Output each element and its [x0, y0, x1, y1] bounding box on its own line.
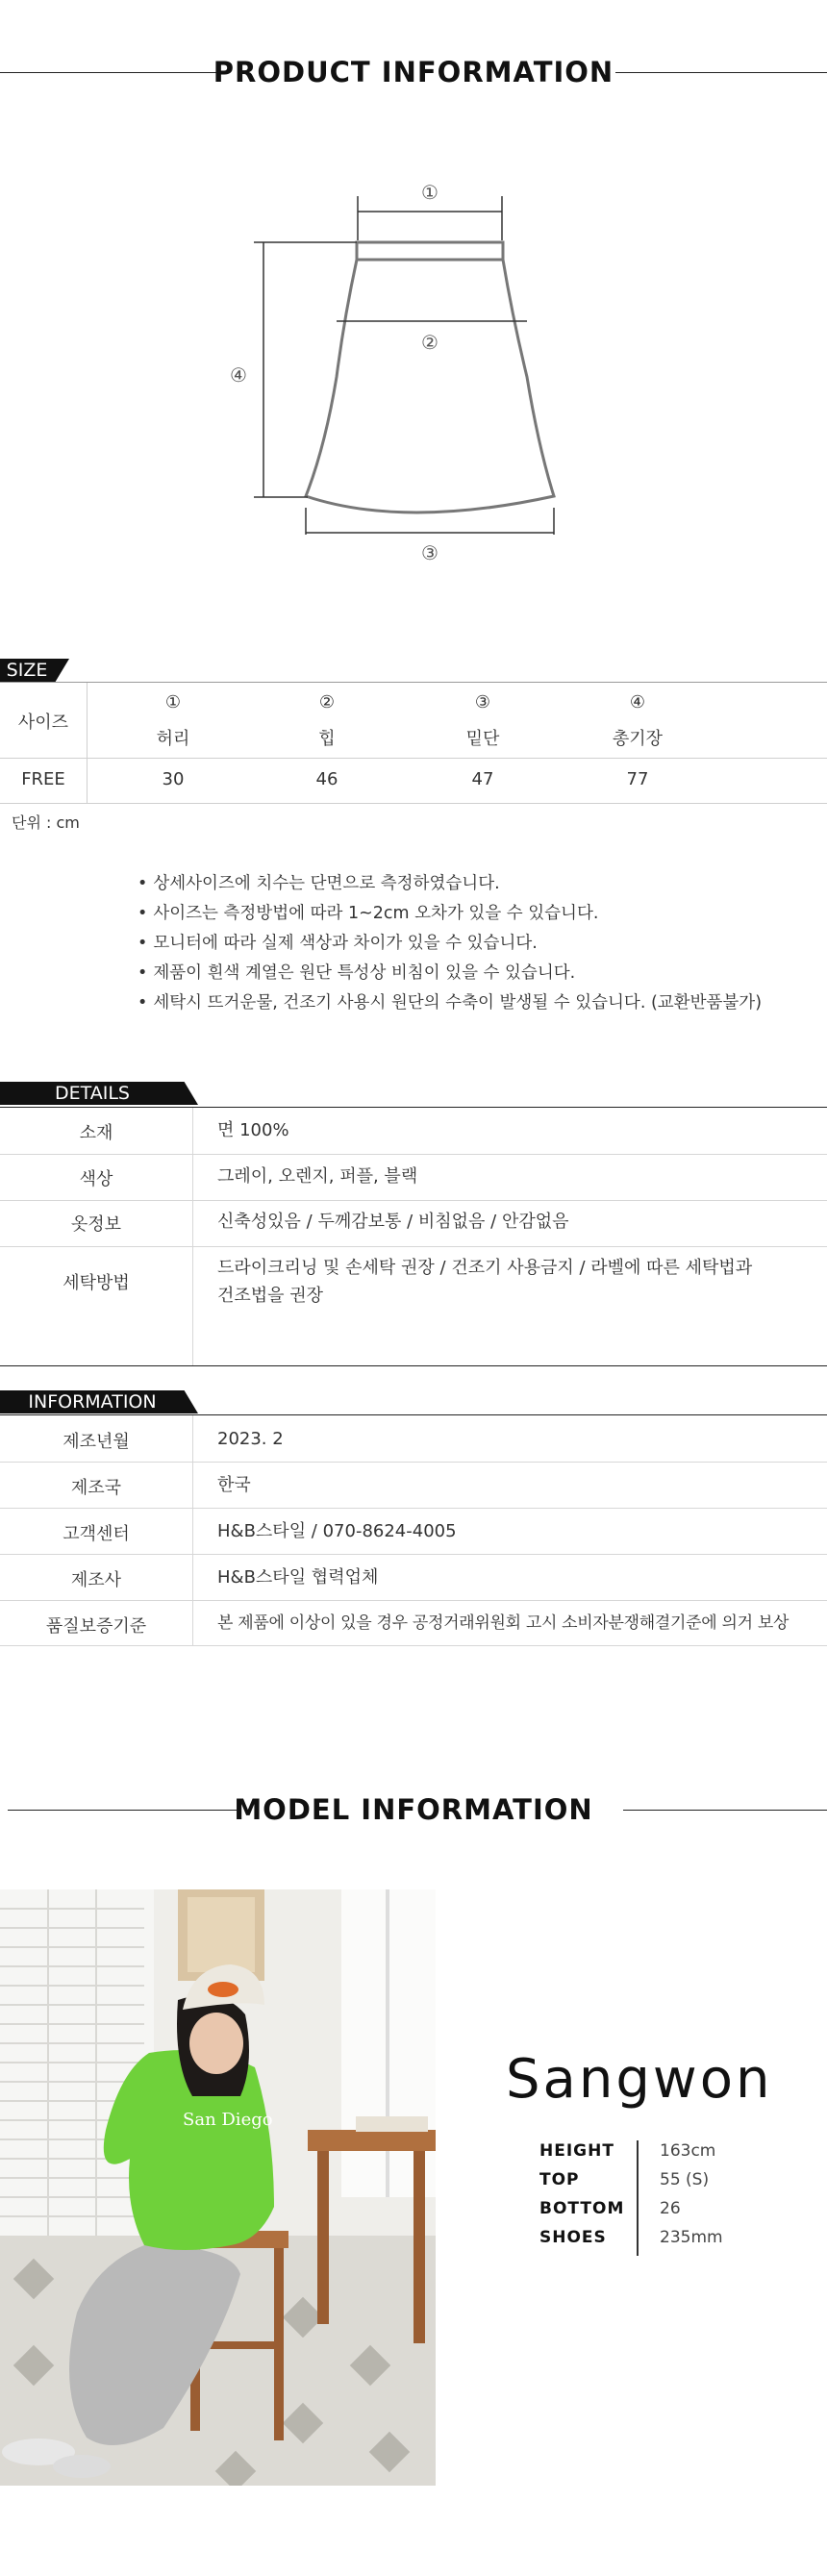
size-unit: 단위 : cm: [12, 813, 80, 832]
info-label-quality-guarantee: 품질보증기준: [45, 1616, 147, 1637]
note-item: • 세탁시 뜨거운물, 건조기 사용시 원단의 수축이 발생될 수 있습니다. (교환반품불가): [138, 988, 762, 1018]
details-row-rule: [0, 1154, 827, 1155]
spec-value-top: 55 (S): [660, 2170, 710, 2189]
photo-book: [356, 2116, 428, 2132]
model-name: Sangwon: [506, 2048, 773, 2111]
info-label-country: 제조국: [70, 1478, 122, 1498]
product-info-title: PRODUCT INFORMATION: [213, 56, 614, 88]
model-info-title: MODEL INFORMATION: [234, 1793, 593, 1826]
size-tab-rule: [0, 682, 827, 683]
skirt-size-diagram: [221, 173, 587, 577]
photo-face: [189, 2013, 243, 2074]
photo-table-leg: [317, 2151, 329, 2324]
info-label-manufacturer: 제조사: [70, 1570, 122, 1590]
note-item: • 모니터에 따라 실제 색상과 차이가 있을 수 있습니다.: [138, 929, 762, 959]
size-col-name-1: 허리: [156, 729, 190, 749]
information-table-divider: [192, 1415, 193, 1646]
model-photo: [0, 1889, 436, 2486]
details-label-garment-info: 옷정보: [70, 1214, 122, 1235]
info-label-mfg-date: 제조년월: [63, 1432, 130, 1452]
info-row-rule: [0, 1645, 827, 1646]
note-item: • 사이즈는 측정방법에 따라 1~2cm 오차가 있을 수 있습니다.: [138, 899, 762, 929]
size-col-marker-4: ④: [629, 692, 646, 713]
info-row-rule: [0, 1554, 827, 1555]
info-value-manufacturer: H&B스타일 협력업체: [217, 1567, 379, 1588]
information-tab-label: INFORMATION: [28, 1391, 157, 1413]
details-label-material: 소재: [79, 1123, 113, 1143]
size-col-marker-2: ②: [318, 692, 336, 713]
spec-value-shoes: 235mm: [660, 2228, 723, 2247]
size-value-length: 77: [626, 769, 649, 789]
details-row-rule: [0, 1246, 827, 1247]
details-tab-rule: [0, 1107, 827, 1108]
details-row-rule: [0, 1200, 827, 1201]
size-table-rule-bottom: [0, 803, 827, 804]
photo-table-top: [308, 2130, 436, 2151]
model-photo-illustration: [0, 1889, 436, 2486]
photo-frame-inner: [188, 1897, 255, 1972]
information-tab-rule: [0, 1414, 827, 1415]
header-rule-right: [615, 72, 827, 73]
size-header-label: 사이즈: [17, 713, 69, 733]
details-value-washing: 드라이크리닝 및 손세탁 권장 / 건조기 사용금지 / 라벨에 따른 세탁법과: [217, 1258, 753, 1278]
size-col-name-2: 힙: [318, 729, 336, 749]
size-table-divider: [87, 683, 88, 803]
model-info-header: [0, 1790, 827, 1829]
size-col-name-3: 밑단: [465, 729, 500, 749]
header-rule-right: [623, 1810, 827, 1811]
product-info-header: [0, 53, 827, 91]
size-tab-label: SIZE: [6, 660, 48, 681]
spec-value-height: 163cm: [660, 2141, 716, 2161]
spec-label-bottom: BOTTOM: [539, 2199, 625, 2218]
info-row-rule: [0, 1600, 827, 1601]
photo-cap-logo: [208, 1982, 238, 1997]
info-row-rule: [0, 1508, 827, 1509]
size-col-name-4: 총기장: [612, 729, 664, 749]
spec-value-bottom: 26: [660, 2199, 681, 2218]
skirt-waistband: [357, 242, 503, 260]
marker-2: ②: [421, 331, 439, 354]
size-value-hem: 47: [471, 769, 494, 789]
info-value-quality-guarantee: 본 제품에 이상이 있을 경우 공정거래위원회 고시 소비자분쟁해결기준에 의거 보상: [217, 1613, 789, 1633]
size-table-rule-mid: [0, 758, 827, 759]
marker-3: ③: [421, 541, 439, 564]
photo-sweatshirt-print: San Diego: [183, 2110, 273, 2130]
details-tab-label: DETAILS: [54, 1083, 130, 1104]
size-row-label: FREE: [21, 769, 65, 789]
info-value-mfg-date: 2023. 2: [217, 1429, 284, 1449]
details-value-color: 그레이, 오렌지, 퍼플, 블랙: [217, 1166, 418, 1187]
marker-4: ④: [230, 363, 247, 387]
spec-label-shoes: SHOES: [539, 2228, 607, 2247]
details-row-rule: [0, 1365, 827, 1366]
details-label-washing: 세탁방법: [63, 1273, 130, 1293]
info-row-rule: [0, 1462, 827, 1463]
size-col-marker-1: ①: [164, 692, 182, 713]
size-notes: [138, 869, 762, 1018]
info-value-country: 한국: [217, 1475, 251, 1495]
skirt-body: [306, 260, 554, 513]
details-label-color: 색상: [79, 1169, 113, 1189]
details-table-divider: [192, 1108, 193, 1366]
details-value-garment-info: 신축성있음 / 두께감보통 / 비침없음 / 안감없음: [217, 1212, 569, 1232]
info-label-customer-center: 고객센터: [63, 1524, 130, 1544]
spec-label-top: TOP: [539, 2170, 580, 2189]
photo-sneaker: [53, 2455, 111, 2478]
info-value-customer-center: H&B스타일 / 070-8624-4005: [217, 1521, 457, 1541]
size-value-hip: 46: [315, 769, 338, 789]
model-spec-divider: [637, 2140, 639, 2256]
note-item: • 제품이 흰색 계열은 원단 특성상 비침이 있을 수 있습니다.: [138, 959, 762, 988]
spec-label-height: HEIGHT: [539, 2141, 614, 2161]
details-value-washing-line2: 건조법을 권장: [217, 1286, 324, 1306]
photo-table-leg: [414, 2151, 425, 2343]
size-col-marker-3: ③: [474, 692, 491, 713]
details-value-material: 면 100%: [217, 1120, 289, 1140]
note-item: • 상세사이즈에 치수는 단면으로 측정하였습니다.: [138, 869, 762, 899]
size-value-waist: 30: [162, 769, 185, 789]
marker-1: ①: [421, 181, 439, 204]
